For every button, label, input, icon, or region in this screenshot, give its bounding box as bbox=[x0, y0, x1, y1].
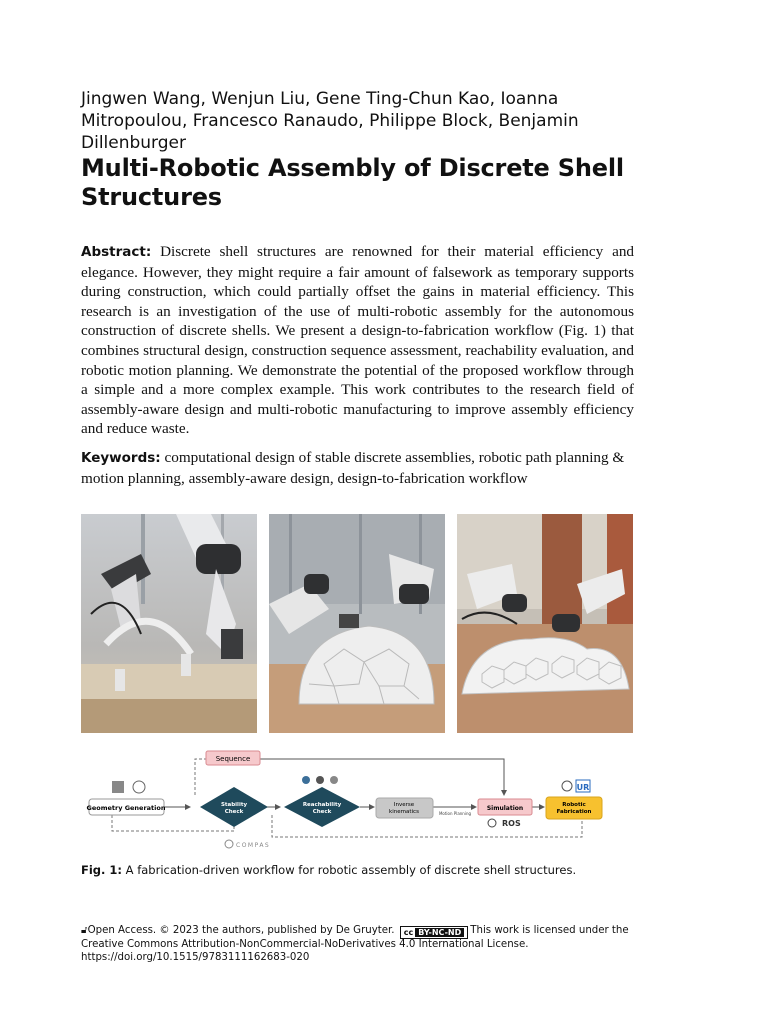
inverse-label-2: kinematics bbox=[389, 809, 419, 815]
cc-icon: cc bbox=[403, 928, 414, 937]
footer-suffix: This work is licensed under the Creative Commons Attribution-NonCommercial-NoDerivatives 4.0 International License. bbox=[81, 925, 629, 950]
ros-label: ROS bbox=[502, 819, 521, 828]
abstract bbox=[81, 242, 634, 439]
fabrication-box bbox=[546, 797, 602, 819]
fabrication-label-1: Robotic bbox=[562, 802, 586, 808]
inverse-kinematics-box bbox=[376, 798, 433, 818]
cc-license-badge bbox=[400, 926, 469, 939]
ur-label: UR bbox=[576, 783, 590, 792]
compas-small-icon bbox=[133, 781, 145, 793]
keywords bbox=[81, 448, 634, 488]
authors: Jingwen Wang, Wenjun Liu, Gene Ting-Chun Kao, Ioanna Mitropoulou, Francesco Ranaudo, Philippe Block, Benjamin Dillenburger bbox=[81, 89, 579, 153]
footer-prefix: Open Access. © 2023 the authors, published by De Gruyter. bbox=[87, 925, 395, 936]
feedback-loop-stability bbox=[112, 815, 234, 831]
ros-icon bbox=[488, 819, 496, 827]
compas-icon bbox=[225, 840, 233, 848]
simulation-label: Simulation bbox=[486, 805, 524, 812]
robot-icon bbox=[562, 781, 572, 791]
sequence-arrow bbox=[260, 759, 504, 795]
geometry-label: Geometry Generation bbox=[86, 804, 166, 812]
inverse-label-1: Inverse bbox=[393, 802, 415, 808]
keywords-text: computational design of stable discrete assemblies, robotic path planning & motion planning, assembly-aware design, design-to-fabrication workflow bbox=[81, 449, 625, 487]
geometry-icon bbox=[112, 781, 124, 793]
icon-b bbox=[316, 776, 324, 784]
open-access-icon: 🔓︎ bbox=[81, 925, 88, 936]
abstract-label: Abstract: bbox=[81, 244, 152, 260]
cc-badge-label: BY-NC-ND bbox=[415, 928, 464, 937]
caption-label: Fig. 1: bbox=[81, 863, 123, 877]
photo-robots-dome bbox=[269, 514, 445, 733]
license-footer bbox=[81, 925, 641, 964]
compas-label: COMPAS bbox=[236, 842, 271, 849]
abstract-text: Discrete shell structures are renowned for their material efficiency and elegance. However, they might require a fair amount of falsework as temporary supports during construction, which could partially offset the gains in material efficiency. This research is an investigation of the use of multi-robotic assembly for the autonomous construction of discrete shells. We present a design-to-fabrication workflow (Fig. 1) that combines structural design, construction sequence assessment, reachability evaluation, and robotic motion planning. We demonstrate the potential of the proposed workflow through a simple and a more complex example. This work contributes to the research field of assembly-aware design and multi-robotic manufacturing to improve assembly efficiency and reduce waste. bbox=[81, 243, 635, 438]
sequence-label: Sequence bbox=[215, 755, 251, 763]
caption-text: A fabrication-driven workflow for robotic assembly of discrete shell structures. bbox=[125, 863, 577, 877]
photo-robots-double-dome-image bbox=[457, 514, 633, 733]
icon-c bbox=[330, 776, 338, 784]
photo-robot-arch bbox=[81, 514, 257, 733]
feedback-loop-sequence bbox=[195, 759, 206, 795]
motion-planning-label: Motion Planning bbox=[438, 811, 472, 816]
keywords-label: Keywords: bbox=[81, 450, 161, 466]
reachability-label-1: Reachability bbox=[302, 802, 342, 808]
figure-caption bbox=[81, 862, 641, 878]
photo-robots-double-dome bbox=[457, 514, 633, 733]
photo-robots-dome-image bbox=[269, 514, 445, 733]
workflow-diagram bbox=[84, 745, 614, 853]
paper-title: Multi-Robotic Assembly of Discrete Shell Structures bbox=[81, 154, 624, 211]
fabrication-label-2: Fabrication bbox=[556, 809, 592, 815]
stability-label-2: Check bbox=[224, 809, 244, 815]
photo-robot-arch-image bbox=[81, 514, 257, 733]
doi-link[interactable]: https://doi.org/10.1515/9783111162683-020 bbox=[81, 951, 310, 963]
stability-label-1: Stability bbox=[220, 802, 248, 808]
icon-a bbox=[302, 776, 310, 784]
reachability-label-2: Check bbox=[312, 809, 332, 815]
